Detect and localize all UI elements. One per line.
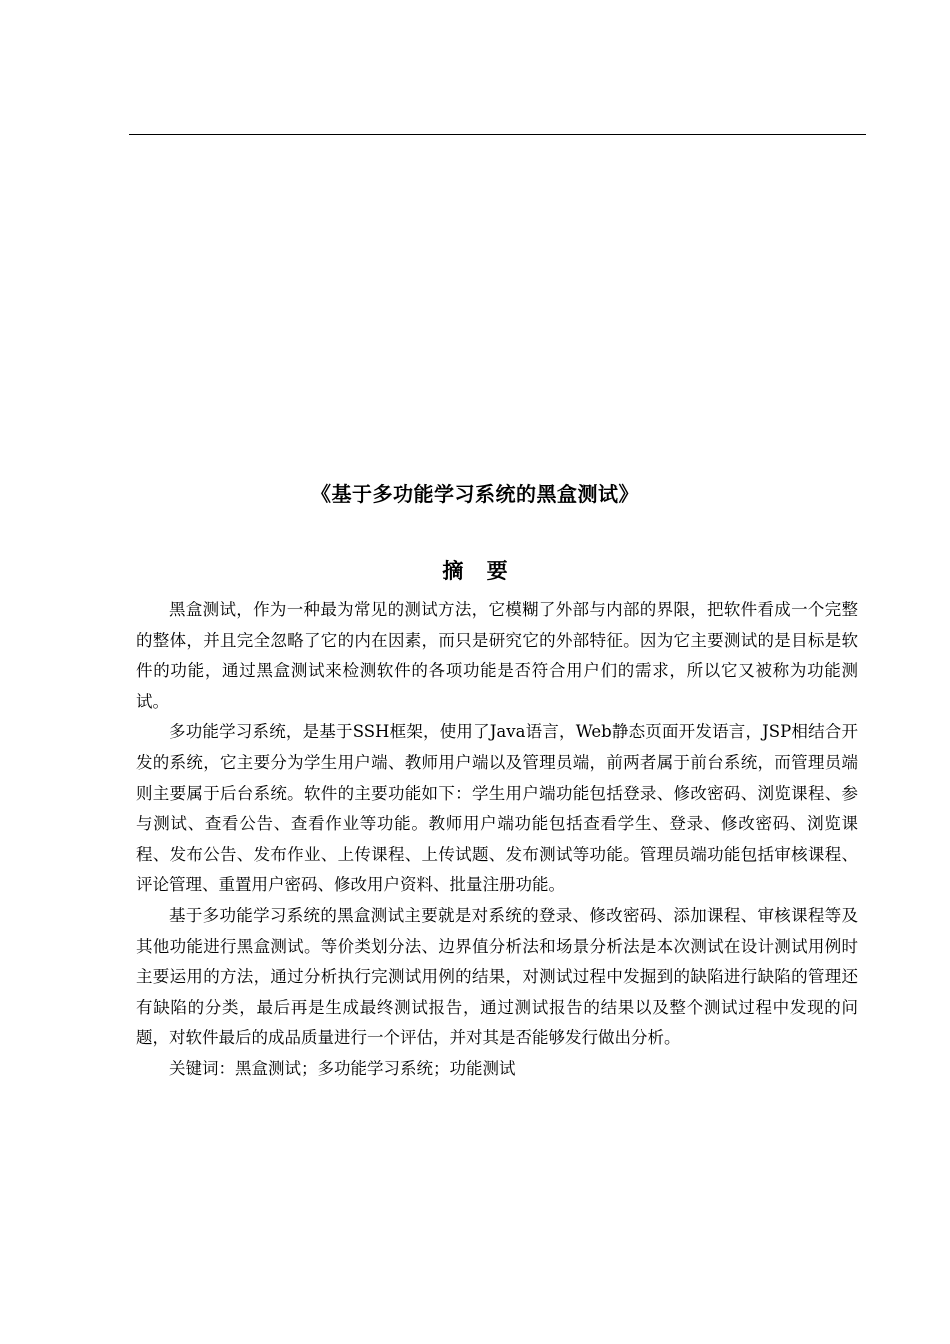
abstract-heading: 摘 要 — [442, 558, 516, 583]
abstract-paragraph-2: 多功能学习系统，是基于SSH框架，使用了Java语言，Web静态页面开发语言，JSP相结合开发的系统，它主要分为学生用户端、教师用户端以及管理员端，前两者属于前台系统，而管理员端则主要属于后台系统。软件的主要功能如下：学生用户端功能包括登录、修改密码、浏览课程、参与测试、查看公告、查看作业等功能。教师用户端功能包括查看学生、登录、修改密码、浏览课程、发布公告、发布作业、上传课程、上传试题、发布测试等功能。管理员端功能包括审核课程、评论管理、重置用户密码、修改用户资料、批量注册功能。 — [136, 722, 858, 895]
abstract-body — [136, 595, 858, 1085]
abstract-paragraph-1: 黑盒测试，作为一种最为常见的测试方法，它模糊了外部与内部的界限，把软件看成一个完整的整体，并且完全忽略了它的内在因素，而只是研究它的外部特征。因为它主要测试的是目标是软件的功能，通过黑盒测试来检测软件的各项功能是否符合用户们的需求，所以它又被称为功能测试。 — [136, 600, 858, 711]
header-rule — [129, 134, 866, 135]
abstract-paragraph-3: 基于多功能学习系统的黑盒测试主要就是对系统的登录、修改密码、添加课程、审核课程等及其他功能进行黑盒测试。等价类划分法、边界值分析法和场景分析法是本次测试在设计测试用例时主要运用的方法，通过分析执行完测试用例的结果，对测试过程中发掘到的缺陷进行缺陷的管理还有缺陷的分类，最后再是生成最终测试报告，通过测试报告的结果以及整个测试过程中发现的问题，对软件最后的成品质量进行一个评估，并对其是否能够发行做出分析。 — [136, 905, 858, 1048]
document-title: 《基于多功能学习系统的黑盒测试》 — [311, 482, 639, 506]
keywords-line: 关键词：黑盒测试；多功能学习系统；功能测试 — [169, 1058, 516, 1078]
